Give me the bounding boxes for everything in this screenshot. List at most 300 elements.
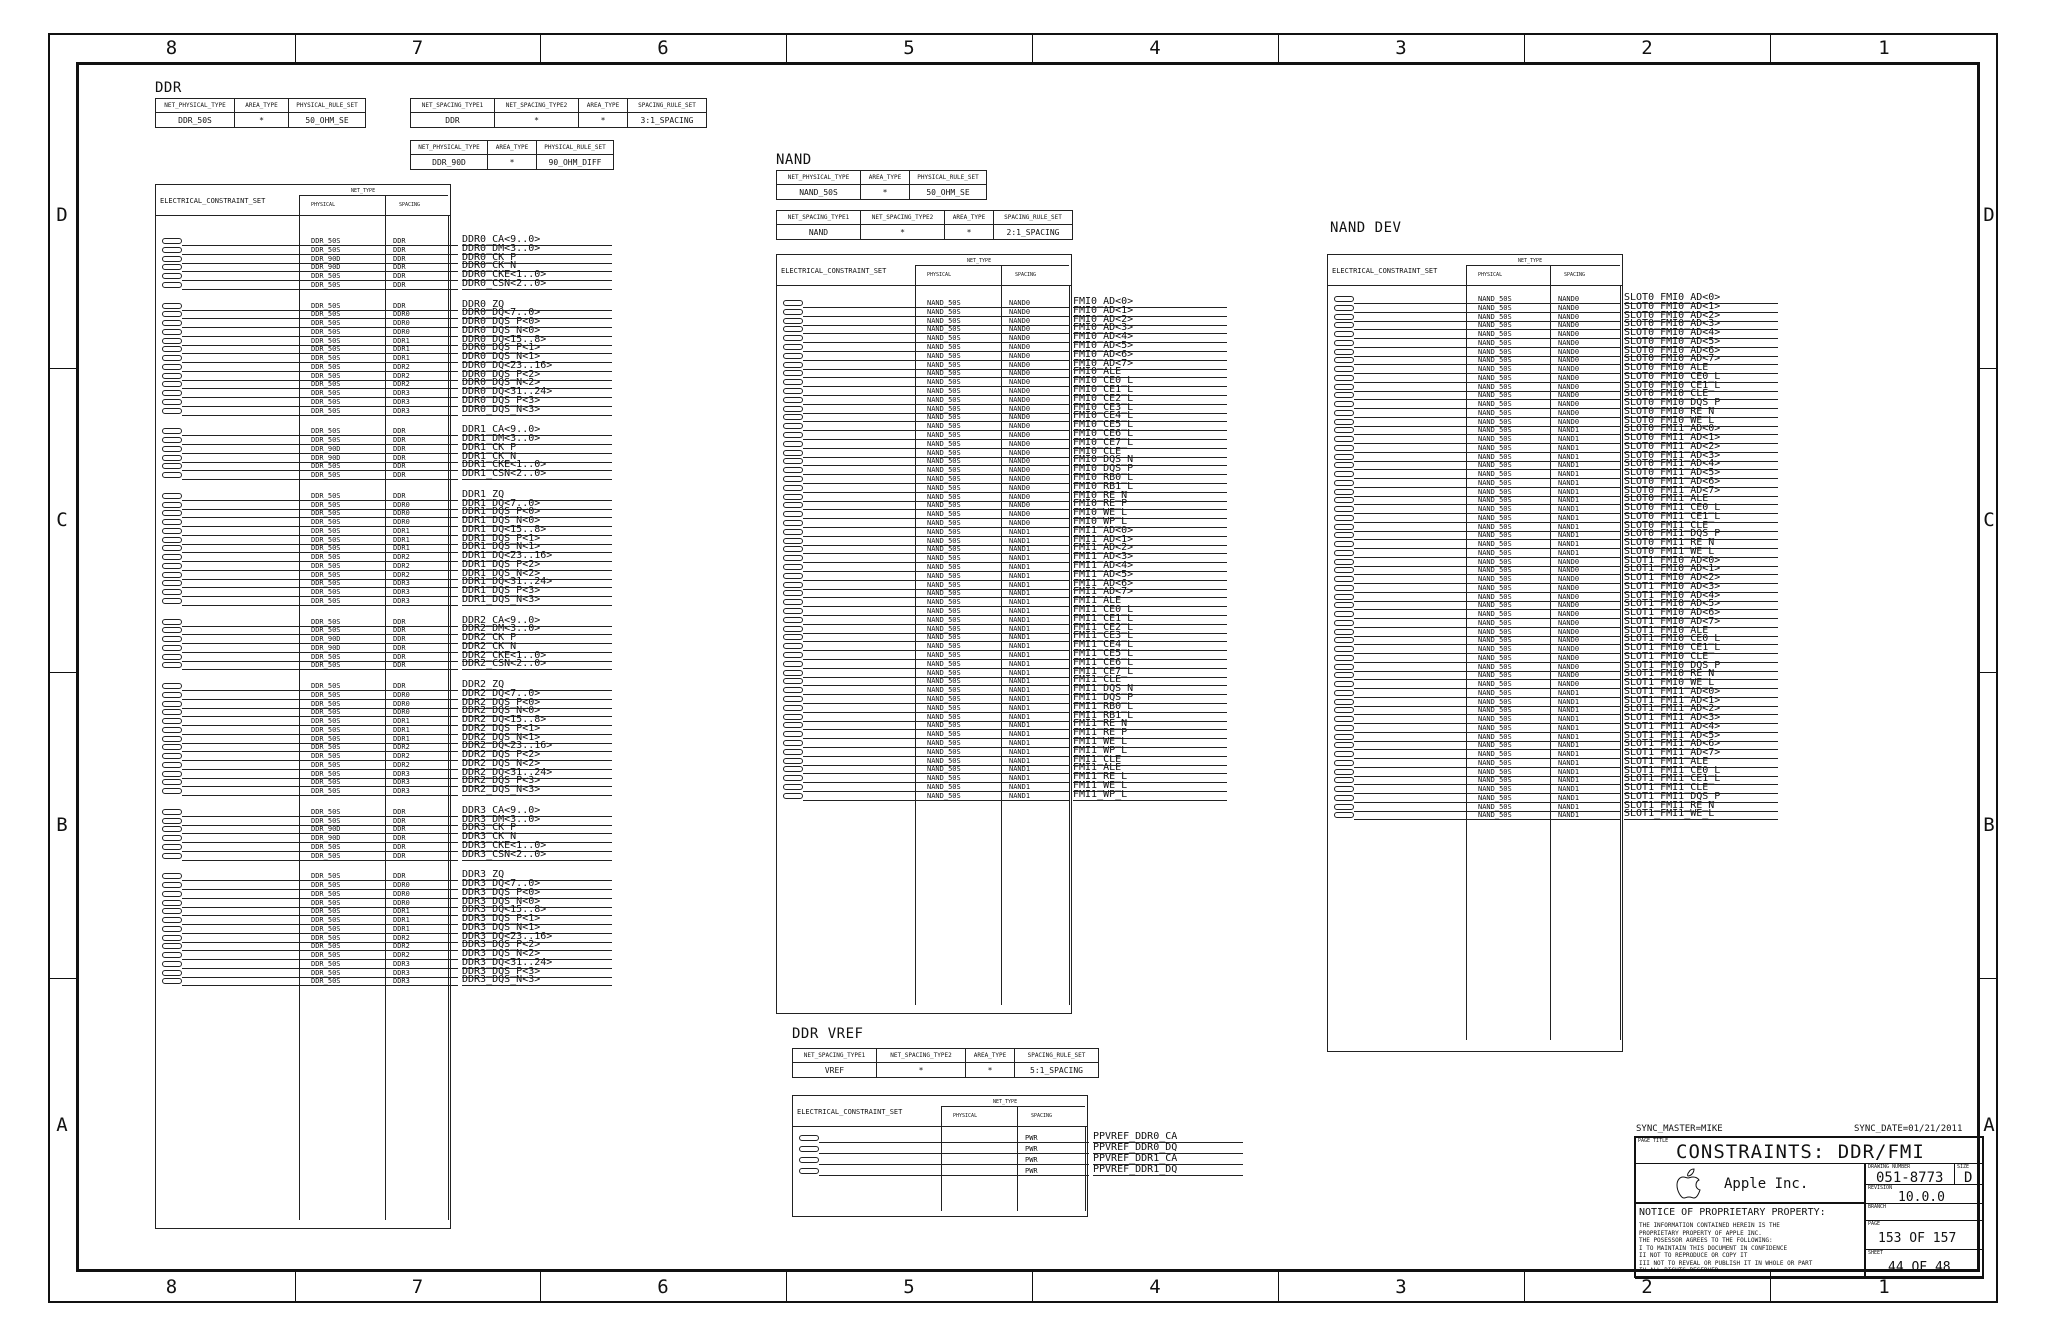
net-name: SLOT0_FMI1_RE_N (1624, 537, 1715, 548)
net-name: FMI0_CE3_L (1073, 401, 1134, 413)
constraint-flag-icon (162, 718, 182, 724)
net-spacing-type: NAND1 (1009, 730, 1031, 739)
net-physical-type: NAND_50S (1478, 618, 1512, 627)
net-physical-type: NAND_50S (927, 783, 961, 791)
net-name: DDR3_CKE<1..0> (462, 839, 547, 851)
net-physical-type: NAND_50S (1478, 750, 1512, 758)
net-name: DDR1_DQS_P<3> (462, 585, 541, 596)
constraint-flag-icon (162, 818, 182, 824)
constraint-flag-icon (783, 731, 803, 737)
net-spacing-type: NAND0 (1009, 351, 1031, 360)
net-name: FMI1_AD<4> (1073, 560, 1134, 571)
net-name: DDR0_DQS_N<3> (462, 403, 541, 415)
net-name: FMI0_CE4_L (1073, 410, 1134, 422)
net-name: DDR3_DQS_P<2> (462, 939, 541, 951)
net-spacing-type: NAND1 (1009, 721, 1031, 730)
net-physical-type: NAND_50S (927, 686, 961, 695)
net-spacing-type: NAND0 (1009, 431, 1031, 439)
net-physical-type: NAND_50S (927, 343, 961, 351)
constraint-flag-icon (1334, 716, 1354, 722)
nand-constraint-table (776, 254, 1134, 1014)
net-name: FMI0_RB1_L (1073, 480, 1134, 492)
net-spacing-type: NAND0 (1009, 404, 1031, 413)
net-name: FMI1_CE4_L (1073, 639, 1134, 651)
net-name: SLOT1_FMI1_ALE (1624, 755, 1709, 767)
net-name: DDR3_DQS_P<1> (462, 913, 541, 924)
net-spacing-type: NAND1 (1558, 723, 1580, 732)
zone-col-divider (295, 33, 296, 62)
net-name: FMI1_WP_L (1073, 788, 1128, 800)
ecs-header (777, 255, 1071, 286)
notice-text (1639, 1222, 1812, 1275)
net-spacing-type: NAND1 (1558, 785, 1580, 793)
net-physical-type: NAND_50S (927, 554, 961, 563)
constraint-flag-icon (162, 428, 182, 434)
net-name: SLOT0_FMI1_CE1_L (1624, 510, 1721, 522)
net-name: DDR2_DQS_N<1> (462, 731, 541, 743)
constraint-flag-icon (783, 758, 803, 764)
header-divider (941, 1106, 942, 1126)
net-underline (462, 289, 612, 290)
net-spacing-type: DDR2 (393, 760, 410, 769)
constraint-flag-icon (783, 309, 803, 315)
net-physical-type: NAND_50S (1478, 557, 1512, 566)
constraint-flag-icon (783, 661, 803, 667)
net-physical-type: DDR_50S (311, 327, 341, 336)
net-physical-type: NAND_50S (1478, 776, 1512, 785)
constraint-flag-icon (162, 502, 182, 508)
zone-row-divider (48, 978, 76, 979)
net-spacing-type: NAND0 (1558, 610, 1580, 618)
net-name: SLOT0_FMI1_AD<3> (1624, 449, 1721, 461)
net-spacing-type: NAND0 (1558, 400, 1580, 408)
net-physical-type: DDR_50S (311, 561, 341, 570)
constraint-flag-icon (783, 643, 803, 649)
net-name: DDR3_DM<3..0> (462, 813, 541, 825)
net-spacing-type: DDR2 (393, 752, 410, 760)
constraint-flag-icon (162, 636, 182, 642)
net-physical-type: NAND_50S (927, 580, 961, 589)
net-physical-type: DDR_50S (311, 626, 341, 635)
net-name: FMI1_AD<6> (1073, 577, 1134, 589)
constraint-flag-icon (799, 1146, 819, 1152)
net-physical-type: NAND_50S (1478, 732, 1512, 741)
net-physical-type: DDR_50S (311, 916, 341, 924)
net-name: FMI0_CLE (1073, 445, 1122, 457)
net-physical-type: NAND_50S (927, 325, 961, 334)
net-name: DDR2_DQS_P<2> (462, 749, 541, 760)
net-physical-type: NAND_50S (1478, 662, 1512, 671)
constraint-flag-icon (783, 485, 803, 491)
net-physical-type: DDR_50S (311, 872, 341, 881)
net-spacing-type: NAND0 (1558, 601, 1580, 610)
ecs-col-label: ELECTRICAL_CONSTRAINT_SET (1332, 267, 1438, 275)
leader-line (182, 605, 458, 606)
leader-line (182, 860, 458, 861)
net-name: FMI1_AD<7> (1073, 586, 1134, 598)
constraint-flag-icon (162, 978, 182, 984)
net-physical-type: NAND_50S (927, 712, 961, 721)
constraint-flag-icon (162, 753, 182, 759)
net-spacing-type: DDR1 (393, 345, 410, 354)
constraint-flag-icon (162, 381, 182, 387)
net-physical-type: NAND_50S (1478, 478, 1512, 487)
zone-row-right: C (1983, 509, 1995, 531)
net-physical-type: NAND_50S (927, 659, 961, 668)
net-physical-type: DDR_50S (311, 661, 341, 670)
net-spacing-type: NAND1 (1009, 703, 1031, 712)
net-name: DDR2_DQ<7..0> (462, 687, 541, 699)
constraint-flag-icon (1334, 751, 1354, 757)
constraint-flag-icon (162, 580, 182, 586)
leader-line (819, 1153, 1089, 1154)
constraint-flag-icon (783, 678, 803, 684)
constraint-flag-icon (1334, 804, 1354, 810)
net-physical-type: DDR_90D (311, 834, 341, 842)
net-spacing-type: DDR (393, 453, 406, 462)
net-spacing-type: DDR1 (393, 734, 410, 743)
zone-col-top: 8 (165, 37, 178, 59)
net-name: SLOT0_FMI0_ALE (1624, 362, 1709, 373)
net-physical-type: NAND_50S (927, 466, 961, 475)
net-physical-type: NAND_50S (1478, 645, 1512, 653)
net-name: SLOT1_FMI1_AD<6> (1624, 738, 1721, 750)
net-spacing-type: NAND1 (1009, 747, 1031, 756)
constraint-flag-icon (162, 572, 182, 578)
constraint-flag-icon (1334, 392, 1354, 398)
net-name: DDR3_DQS_N<1> (462, 921, 541, 933)
header-divider (1466, 265, 1620, 266)
net-name: DDR2_DQS_N<2> (462, 757, 541, 769)
constraint-flag-icon (162, 598, 182, 604)
zone-col-bottom: 2 (1641, 1276, 1653, 1298)
zone-col-top: 3 (1395, 37, 1407, 59)
net-physical-type: NAND_50S (1478, 321, 1512, 330)
constraint-flag-icon (1334, 375, 1354, 381)
net-spacing-type: NAND1 (1009, 598, 1031, 607)
leader-line (182, 669, 458, 670)
net-spacing-type: DDR3 (393, 968, 410, 977)
net-name: FMI1_RB0_L (1073, 700, 1134, 712)
net-physical-type: DDR_50S (311, 968, 341, 977)
net-physical-type: DDR_50S (311, 371, 341, 380)
net-name: FMI0_AD<6> (1073, 348, 1134, 360)
net-name: FMI0_WE_L (1073, 507, 1128, 519)
net-name: SLOT0_FMI0_AD<7> (1624, 353, 1721, 365)
net-physical-type: NAND_50S (927, 721, 961, 730)
constraint-flag-icon (783, 335, 803, 341)
net-name: DDR1_DQS_N<1> (462, 541, 541, 553)
constraint-flag-icon (783, 714, 803, 720)
net-spacing-type: NAND1 (1558, 750, 1580, 758)
net-spacing-type: DDR (393, 237, 406, 245)
constraint-flag-icon (783, 634, 803, 640)
net-name: FMI1_CLE (1073, 674, 1122, 686)
net-physical-type: NAND_50S (927, 730, 961, 739)
net-name: FMI0_CE0_L (1073, 375, 1134, 387)
net-name: SLOT0_FMI0_WE_L (1624, 414, 1715, 426)
constraint-flag-icon (162, 692, 182, 698)
constraint-flag-icon (162, 935, 182, 941)
net-spacing-type: DDR1 (393, 717, 410, 725)
constraint-flag-icon (162, 519, 182, 525)
physical-label: PHYSICAL (1478, 272, 1503, 278)
constraint-flag-icon (1334, 585, 1354, 591)
net-name: DDR2_DQS_P<3> (462, 775, 541, 787)
net-spacing-type: DDR2 (393, 743, 410, 752)
net-name: DDR2_DQS_N<0> (462, 705, 541, 717)
net-name: SLOT0_FMI0_AD<1> (1624, 300, 1721, 312)
net-name: DDR0_CSN<2..0> (462, 277, 547, 289)
net-spacing-type: NAND0 (1009, 378, 1031, 387)
net-underline (1093, 1175, 1243, 1176)
net-spacing-type: DDR2 (393, 553, 410, 561)
title-block (1634, 1136, 1984, 1278)
net-name: DDR2_ZQ (462, 679, 505, 690)
net-spacing-type: NAND1 (1009, 765, 1031, 774)
zone-col-divider (786, 33, 787, 62)
constraint-flag-icon (1334, 314, 1354, 320)
net-name: FMI0_AD<3> (1073, 322, 1134, 334)
net-spacing-type: NAND1 (1009, 783, 1031, 791)
constraint-row (156, 593, 626, 607)
net-physical-type: NAND_50S (927, 695, 961, 703)
net-physical-type: NAND_50S (927, 492, 961, 501)
ecs-header (793, 1096, 1087, 1127)
net-name: FMI0_DQS_P (1073, 463, 1134, 475)
size-value: D (1964, 1170, 1973, 1186)
net-spacing-type: NAND0 (1558, 557, 1580, 566)
net-name: FMI1_CE5_L (1073, 648, 1134, 659)
net-spacing-type: DDR1 (393, 924, 410, 933)
constraint-flag-icon (1334, 646, 1354, 652)
constraint-flag-icon (162, 891, 182, 897)
header-divider (941, 1106, 1085, 1107)
net-physical-type: NAND_50S (927, 747, 961, 756)
net-physical-type: DDR_50S (311, 708, 341, 717)
net-name: DDR2_CK_N (462, 640, 517, 652)
net-spacing-type: NAND0 (1009, 483, 1031, 492)
net-spacing-type: NAND0 (1009, 299, 1031, 307)
constraint-flag-icon (162, 563, 182, 569)
net-physical-type: NAND_50S (1478, 400, 1512, 408)
constraint-row (156, 277, 626, 291)
constraint-row (793, 1131, 1253, 1144)
notice-line: II NOT TO REPRODUCE OR COPY IT (1639, 1252, 1748, 1259)
net-spacing-type: DDR0 (393, 898, 410, 907)
net-name: DDR3_DQS_N<0> (462, 895, 541, 907)
net-physical-type: DDR_50S (311, 389, 341, 397)
net-name: DDR1_DQS_P<2> (462, 558, 541, 570)
nand-dev-constraint-table (1327, 254, 1721, 1052)
net-name: SLOT1_FMI0_WE_L (1624, 677, 1715, 688)
net-physical-type: DDR_90D (311, 254, 341, 263)
constraint-flag-icon (162, 545, 182, 551)
header-divider (385, 195, 386, 215)
constraint-row (793, 1142, 1253, 1155)
net-spacing-type: NAND0 (1558, 627, 1580, 636)
net-name: DDR0_DQS_P<0> (462, 316, 541, 327)
constraint-flag-icon (783, 441, 803, 447)
sync-master: SYNC_MASTER=MIKE (1636, 1124, 1723, 1134)
net-physical-type: NAND_50S (1478, 671, 1512, 680)
net-physical-type: DDR_90D (311, 453, 341, 462)
constraint-flag-icon (162, 662, 182, 668)
net-physical-type: NAND_50S (927, 791, 961, 800)
zone-col-divider (540, 33, 541, 62)
net-spacing-type: NAND1 (1009, 756, 1031, 765)
net-spacing-type: DDR2 (393, 951, 410, 959)
net-name: FMI1_CLE (1073, 753, 1122, 765)
constraint-flag-icon (162, 788, 182, 794)
net-spacing-type: NAND1 (1009, 563, 1031, 571)
constraint-flag-icon (783, 766, 803, 772)
net-name: FMI0_DQS_N (1073, 454, 1134, 466)
net-physical-type: DDR_50S (311, 462, 341, 471)
net-name: DDR0_DQS_N<1> (462, 351, 541, 362)
net-name: SLOT0_FMI0_AD<5> (1624, 335, 1721, 347)
net-physical-type: DDR_50S (311, 743, 341, 752)
nand-section-title: NAND (776, 152, 812, 168)
constraint-flag-icon (1334, 401, 1354, 407)
net-physical-type: NAND_50S (1478, 382, 1512, 391)
net-spacing-type: DDR (393, 825, 406, 834)
net-name: FMI1_AD<1> (1073, 533, 1134, 545)
net-name: DDR2_DM<3..0> (462, 623, 541, 635)
net-physical-type: DDR_50S (311, 787, 341, 795)
net-name: SLOT1_FMI0_CE1_L (1624, 642, 1721, 653)
zone-col-bottom: 1 (1878, 1276, 1890, 1298)
constraint-flag-icon (1334, 497, 1354, 503)
net-name: DDR2_CA<9..0> (462, 614, 541, 626)
net-spacing-type: NAND1 (1009, 642, 1031, 651)
net-physical-type: NAND_50S (1478, 715, 1512, 723)
net-spacing-type: DDR0 (393, 699, 410, 708)
net-physical-type: NAND_50S (1478, 548, 1512, 557)
constraint-flag-icon (783, 687, 803, 693)
net-name: SLOT1_FMI1_AD<5> (1624, 729, 1721, 741)
net-name: DDR1_DQS_N<2> (462, 567, 541, 579)
net-spacing-type: NAND1 (1558, 478, 1580, 487)
net-physical-type: DDR_50S (311, 933, 341, 942)
net-name: PPVREF_DDR1_DQ (1093, 1164, 1178, 1175)
net-physical-type: NAND_50S (1478, 785, 1512, 793)
constraint-flag-icon (783, 784, 803, 790)
net-physical-type: DDR_90D (311, 643, 341, 652)
ddr-constraint-table (155, 184, 553, 1229)
net-physical-type: NAND_50S (1478, 513, 1512, 522)
spacing-label: SPACING (1564, 272, 1586, 278)
net-physical-type: DDR_50S (311, 491, 341, 500)
net-spacing-type: NAND1 (1558, 505, 1580, 513)
constraint-flag-icon (1334, 742, 1354, 748)
net-physical-type: NAND_50S (927, 387, 961, 395)
net-physical-type: NAND_50S (927, 571, 961, 580)
net-underline (462, 860, 612, 861)
zone-col-top: 2 (1641, 37, 1653, 59)
constraint-flag-icon (162, 537, 182, 543)
leader-line (819, 1142, 1089, 1143)
net-name: SLOT1_FMI1_AD<1> (1624, 694, 1721, 706)
net-spacing-type: NAND0 (1558, 618, 1580, 627)
net-physical-type: DDR_50S (311, 397, 341, 406)
net-spacing-type: DDR1 (393, 907, 410, 916)
net-spacing-type: DDR2 (393, 570, 410, 579)
constraint-flag-icon (162, 943, 182, 949)
net-name: FMI1_WE_L (1073, 780, 1128, 791)
net-name: DDR1_DQ<7..0> (462, 497, 541, 509)
net-spacing-type: DDR3 (393, 977, 410, 986)
net-name: DDR0_DQS_P<3> (462, 394, 541, 406)
net-name: SLOT0_FMI0_CLE (1624, 388, 1709, 400)
spacing-label: SPACING (1015, 272, 1037, 278)
zone-col-divider (540, 1272, 541, 1303)
net-spacing-type: DDR3 (393, 588, 410, 596)
net-physical-type: NAND_50S (1478, 688, 1512, 697)
net-physical-type: DDR_50S (311, 951, 341, 959)
constraint-flag-icon (783, 397, 803, 403)
constraint-flag-icon (162, 701, 182, 707)
net-physical-type: NAND_50S (1478, 373, 1512, 382)
apple-logo-icon (1676, 1168, 1704, 1200)
ecs-col-label: ELECTRICAL_CONSTRAINT_SET (160, 197, 266, 205)
zone-row-right: B (1983, 814, 1995, 836)
constraint-flag-icon (1334, 340, 1354, 346)
net-name: FMI0_AD<5> (1073, 340, 1134, 351)
net-spacing-type: DDR (393, 872, 406, 881)
net-name: FMI0_CE1_L (1073, 384, 1134, 395)
net-underline (462, 795, 612, 796)
net-physical-type: NAND_50S (1478, 723, 1512, 732)
constraint-flag-icon (783, 555, 803, 561)
net-physical-type: NAND_50S (1478, 680, 1512, 688)
net-spacing-type: NAND1 (1009, 615, 1031, 624)
constraint-flag-icon (162, 455, 182, 461)
header-divider (1017, 1106, 1018, 1126)
constraint-flag-icon (1334, 550, 1354, 556)
net-physical-type: DDR_50S (311, 717, 341, 725)
net-name: SLOT1_FMI0_RE_N (1624, 668, 1715, 680)
constraint-flag-icon (162, 873, 182, 879)
constraint-flag-icon (783, 300, 803, 306)
net-name: FMI1_RE_P (1073, 727, 1128, 739)
net-physical-type: NAND_50S (1478, 601, 1512, 610)
constraint-flag-icon (783, 582, 803, 588)
net-spacing-type: NAND1 (1558, 697, 1580, 706)
net-spacing-type: DDR2 (393, 561, 410, 570)
leader-line (819, 1164, 1089, 1165)
net-spacing-type: DDR3 (393, 579, 410, 588)
zone-col-divider (1770, 33, 1771, 62)
net-physical-type: NAND_50S (927, 677, 961, 686)
net-name: SLOT1_FMI1_AD<7> (1624, 747, 1721, 758)
sync-date: SYNC_DATE=01/21/2011 (1854, 1124, 1963, 1134)
constraint-flag-icon (783, 696, 803, 702)
net-name: DDR3_DQS_N<2> (462, 948, 541, 959)
net-name: SLOT1_FMI0_AD<5> (1624, 598, 1721, 610)
net-underline (1624, 819, 1778, 820)
constraint-flag-icon (1334, 305, 1354, 311)
net-spacing-type: NAND0 (1009, 395, 1031, 404)
net-underline (462, 985, 612, 986)
net-physical-type: NAND_50S (927, 624, 961, 633)
net-physical-type: NAND_50S (927, 545, 961, 554)
net-name: FMI0_CE5_L (1073, 419, 1134, 431)
revision-value: 10.0.0 (1898, 1190, 1945, 1205)
constraint-flag-icon (783, 502, 803, 508)
constraint-flag-icon (1334, 559, 1354, 565)
net-underline (462, 669, 612, 670)
